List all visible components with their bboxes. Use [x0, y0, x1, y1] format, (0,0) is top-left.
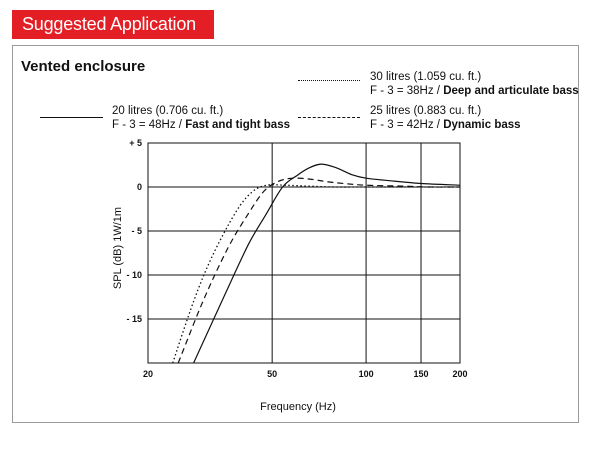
x-tick-label-150: 150 — [413, 369, 429, 379]
legend-desc-30-litres: Deep and articulate bass — [443, 85, 579, 97]
y-tick-label-2: - 5 — [131, 226, 142, 236]
legend-label-25-litres: 25 litres (0.883 cu. ft.) — [370, 105, 482, 117]
x-tick-label-50: 50 — [267, 369, 278, 379]
plot-frame — [148, 143, 460, 363]
x-tick-label-200: 200 — [452, 369, 468, 379]
chart-grid — [148, 143, 460, 363]
x-axis-title: Frequency (Hz) — [260, 401, 336, 413]
legend-label-20-litres: 20 litres (0.706 cu. ft.) — [112, 105, 224, 117]
legend-f3-25-litres: F - 3 = 42Hz / — [370, 119, 444, 131]
x-tick-label-100: 100 — [358, 369, 374, 379]
y-tick-label-0: + 5 — [129, 138, 142, 148]
y-tick-label-4: - 15 — [126, 314, 142, 324]
legend-label-30-litres: 30 litres (1.059 cu. ft.) — [370, 71, 482, 83]
y-tick-label-1: 0 — [136, 182, 142, 192]
chart-series — [173, 164, 460, 363]
legend-f3-30-litres: F - 3 = 38Hz / — [370, 85, 444, 97]
banner-title: Suggested Application — [22, 14, 196, 34]
y-tick-label-3: - 10 — [126, 270, 142, 280]
legend-desc-25-litres: Dynamic bass — [443, 119, 521, 131]
chart-ticks — [126, 138, 467, 379]
series-line-dotted — [173, 185, 460, 363]
x-tick-label-20: 20 — [142, 369, 154, 379]
series-line-solid — [194, 164, 460, 363]
legend-desc-20-litres: Fast and tight bass — [185, 119, 290, 131]
series-line-dashed — [178, 178, 460, 363]
panel-heading: Vented enclosure — [21, 58, 146, 75]
y-axis-title: SPL (dB) 1W/1m — [112, 206, 124, 290]
legend-f3-20-litres: F - 3 = 48Hz / — [112, 119, 186, 131]
